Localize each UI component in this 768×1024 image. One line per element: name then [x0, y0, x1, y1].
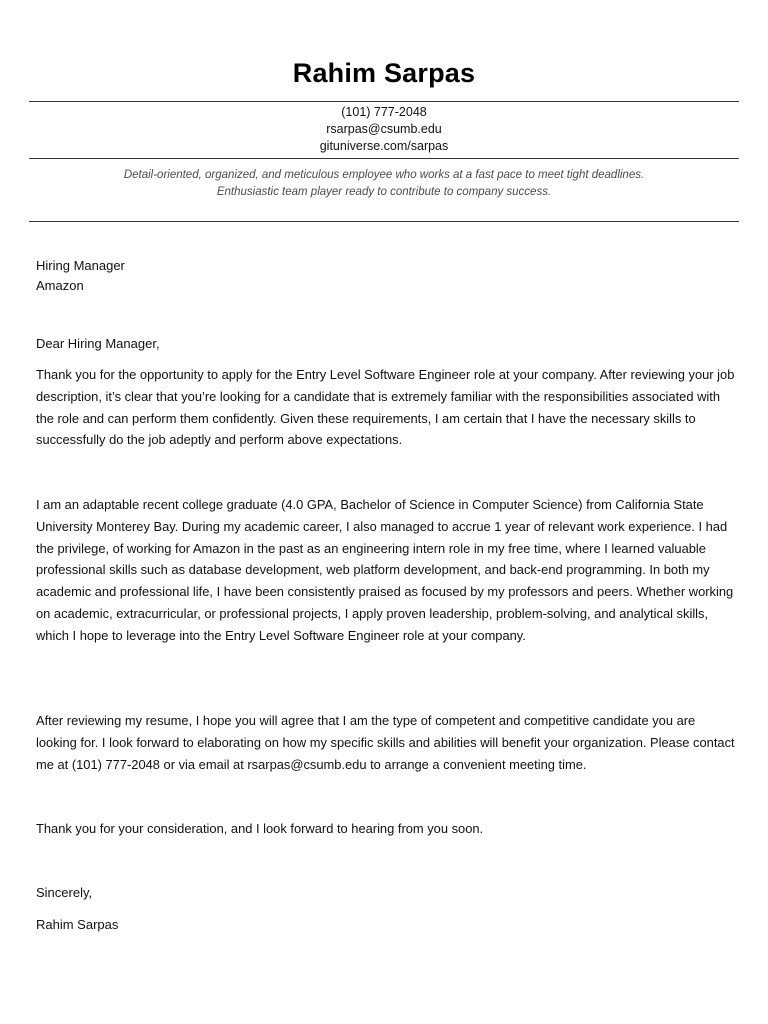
- salutation: Dear Hiring Manager,: [36, 336, 160, 351]
- contact-block: [0, 104, 768, 155]
- summary-line-1: Detail-oriented, organized, and meticulous employee who works at a fast pace to meet tight deadlines.: [123, 169, 645, 181]
- applicant-name: Rahim Sarpas: [292, 58, 476, 88]
- recipient-title: Hiring Manager: [36, 258, 125, 273]
- website-link: gituniverse.com/sarpas: [319, 139, 449, 153]
- header-divider-middle: [29, 158, 739, 159]
- email-address: rsarpas@csumb.edu: [326, 122, 442, 136]
- summary-line-2: Enthusiastic team player ready to contribute to company success.: [216, 186, 552, 198]
- body-paragraph-3: After reviewing my resume, I hope you will agree that I am the type of competent and competitive candidate you are looking for. I look forward to elaborating on how my specific skills and abilities will benefit your organization. Please contact me at (101) 777-2048 or via email at rsarpas@csumb.edu to arrange a convenient meeting time.: [36, 713, 735, 772]
- header-divider-top: [29, 101, 739, 102]
- header-divider-bottom: [29, 221, 739, 222]
- body-paragraph-2: I am an adaptable recent college graduate (4.0 GPA, Bachelor of Science in Computer Science) from California State University Monterey Bay. During my academic career, I also managed to accrue 1 year of relevant work experience. I had the privilege, of working for Amazon in the past as an engineering intern role in my free time, where I learned valuable professional skills such as database development, web platform development, and back-end programming. In both my academic and professional life, I have been consistently praised as focused by my professors and peers. Whether working on academic, extracurricular, or professional projects, I apply proven leadership, problem-solving, and analytical skills, which I hope to leverage into the Entry Level Software Engineer role at your company.: [36, 497, 734, 643]
- professional-summary: [0, 167, 768, 201]
- body-paragraph-4: Thank you for your consideration, and I look forward to hearing from you soon.: [36, 821, 484, 836]
- signature-name: Rahim Sarpas: [36, 917, 119, 932]
- recipient-company: Amazon: [36, 278, 84, 293]
- phone-number: (101) 777-2048: [341, 105, 427, 119]
- body-paragraph-1: Thank you for the opportunity to apply for the Entry Level Software Engineer role at your company. After reviewing your job description, it’s clear that you’re looking for a candidate that is extremely familiar with the responsibilities associated with the role and can perform them confidently. Given these requirements, I am certain that I have the necessary skills to successfully do the job adeptly and perform above expectations.: [36, 367, 735, 448]
- recipient-block: [36, 256, 125, 296]
- closing: Sincerely,: [36, 885, 93, 900]
